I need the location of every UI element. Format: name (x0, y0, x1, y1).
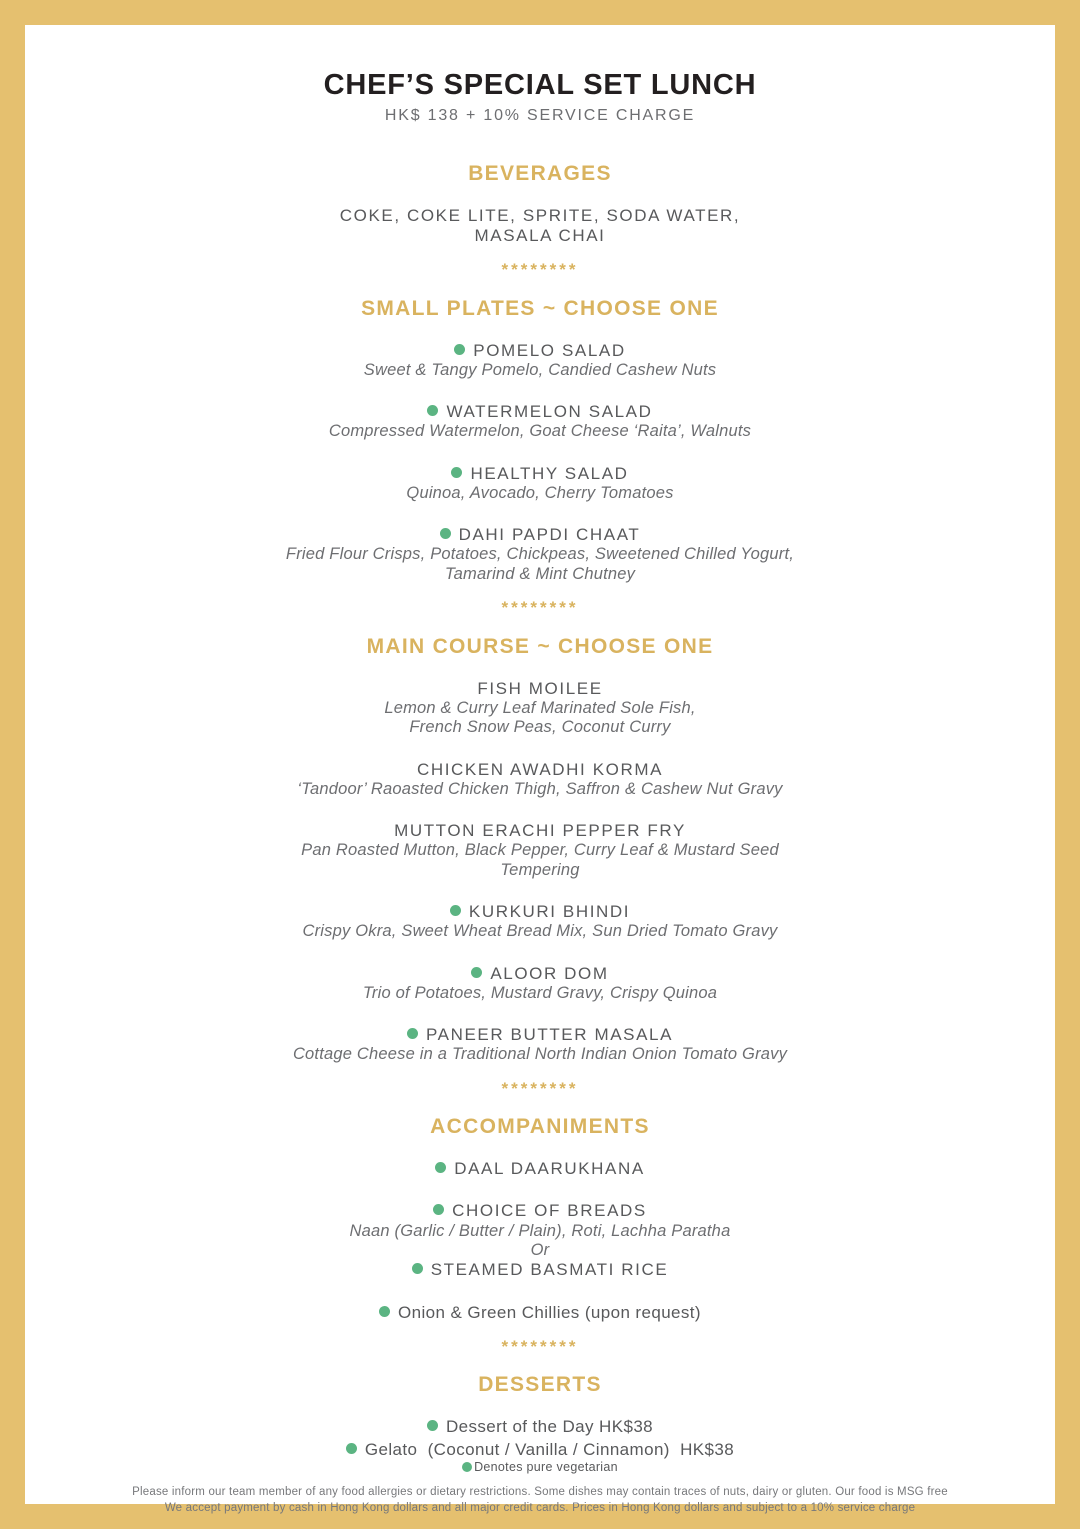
veg-bullet-icon (454, 344, 465, 355)
item-description: Fried Flour Crisps, Potatoes, Chickpeas, Sweetened Chilled Yogurt, (285, 545, 795, 564)
menu-item-mutton-erachi-pepper-fry (301, 821, 779, 880)
item-description: Lemon & Curry Leaf Marinated Sole Fish, (384, 698, 696, 717)
menu-body (25, 25, 1055, 1515)
veg-bullet-icon (440, 528, 451, 539)
menu-item-kurkuri-bhindi (303, 902, 778, 942)
item-description: ‘Tandoor’ Raoasted Chicken Thigh, Saffron & Cashew Nut Gravy (297, 779, 783, 798)
item-name: PANEER BUTTER MASALA (293, 1025, 787, 1045)
item-name: Dessert of the Day HK$38 (427, 1417, 653, 1437)
item-name: FISH MOILEE (477, 678, 603, 698)
item-description: Trio of Potatoes, Mustard Gravy, Crispy Quinoa (362, 983, 718, 1002)
section-divider: ******** (501, 598, 579, 618)
item-description: Tempering (500, 860, 580, 879)
veg-bullet-icon (427, 1420, 438, 1431)
item-description: Cottage Cheese in a Traditional North Indian Onion Tomato Gravy (292, 1045, 788, 1064)
menu-item-daal-daarukhana (435, 1159, 645, 1179)
item-name: Gelato (Coconut / Vanilla / Cinnamon) HK$38 (346, 1440, 734, 1460)
veg-bullet-icon (435, 1162, 446, 1173)
footer-line: We accept payment by cash in Hong Kong dollars and all major credit cards. Prices in Hong Kong dollars and subject to a 10% service charge (164, 1502, 916, 1515)
section-heading-main-course: MAIN COURSE ~ CHOOSE ONE (366, 634, 714, 658)
item-description: Tamarind & Mint Chutney (444, 564, 636, 583)
section-divider: ******** (501, 260, 579, 280)
menu-item-aloor-dom (363, 964, 717, 1004)
menu-item-onion-green-chillies (379, 1303, 701, 1323)
veg-bullet-icon (407, 1028, 418, 1039)
item-description: Crispy Okra, Sweet Wheat Bread Mix, Sun Dried Tomato Gravy (302, 922, 778, 941)
menu-item-paneer-butter-masala (293, 1025, 787, 1065)
item-name: POMELO SALAD (364, 341, 716, 361)
veg-bullet-icon (471, 967, 482, 978)
footer (25, 1460, 1055, 1523)
item-description: Quinoa, Avocado, Cherry Tomatoes (406, 483, 674, 502)
item-name: DAHI PAPDI CHAAT (286, 525, 794, 545)
item-name: DAAL DAARUKHANA (435, 1159, 645, 1179)
veg-bullet-icon (412, 1263, 423, 1274)
beverage-line: COKE, COKE LITE, SPRITE, SODA WATER, (339, 206, 741, 225)
item-description: Sweet & Tangy Pomelo, Candied Cashew Nuts (363, 360, 717, 379)
footer-line: Please inform our team member of any food allergies or dietary restrictions. Some dishes may contain traces of nuts, dairy or gluten. Our food is MSG free (132, 1486, 948, 1499)
section-heading-small-plates: SMALL PLATES ~ CHOOSE ONE (361, 296, 719, 320)
item-name: HEALTHY SALAD (406, 464, 673, 484)
section-heading-beverages: BEVERAGES (468, 162, 612, 185)
footer-fine-print (25, 1484, 1055, 1516)
item-description: Pan Roasted Mutton, Black Pepper, Curry Leaf & Mustard Seed (301, 841, 779, 860)
veg-bullet-icon (462, 1462, 472, 1472)
item-name: CHICKEN AWADHI KORMA (416, 759, 664, 779)
veg-bullet-icon (451, 467, 462, 478)
item-description: Compressed Watermelon, Goat Cheese ‘Raita’, Walnuts (328, 422, 752, 441)
section-divider: ******** (501, 1078, 579, 1098)
menu-item-choice-of-breads (350, 1201, 731, 1280)
beverage-line: MASALA CHAI (474, 226, 606, 246)
page-subtitle: HK$ 138 + 10% SERVICE CHARGE (384, 107, 696, 124)
menu-item-dessert-of-the-day (427, 1417, 653, 1437)
veg-bullet-icon (450, 905, 461, 916)
item-name: CHOICE OF BREADS (350, 1201, 731, 1221)
item-name: MUTTON ERACHI PEPPER FRY (394, 821, 686, 841)
item-name: KURKURI BHINDI (303, 902, 778, 922)
item-description: French Snow Peas, Coconut Curry (409, 718, 671, 737)
item-description: Naan (Garlic / Butter / Plain), Roti, Lachha Paratha (349, 1221, 731, 1240)
menu-item-dahi-papdi-chaat (286, 525, 794, 584)
menu-item-gelato (346, 1440, 734, 1460)
veg-bullet-icon (427, 405, 438, 416)
vegetarian-legend: Denotes pure vegetarian (25, 1460, 1055, 1474)
item-name: ALOOR DOM (363, 964, 717, 984)
item-name: Onion & Green Chillies (upon request) (379, 1303, 701, 1323)
beverages-list (340, 206, 741, 246)
section-heading-accompaniments: ACCOMPANIMENTS (430, 1115, 650, 1139)
menu-item-watermelon-salad (329, 402, 751, 442)
item-name: WATERMELON SALAD (329, 402, 751, 422)
veg-bullet-icon (346, 1443, 357, 1454)
menu-item-chicken-awadhi-korma (297, 760, 782, 800)
veg-bullet-icon (379, 1306, 390, 1317)
menu-item-healthy-salad (406, 464, 673, 504)
or-label: Or (530, 1241, 550, 1259)
page-title: CHEF’S SPECIAL SET LUNCH (323, 69, 757, 101)
menu-item-fish-moilee (384, 679, 695, 738)
menu-item-pomelo-salad (364, 341, 716, 381)
section-heading-desserts: DESSERTS (478, 1373, 602, 1397)
menu-item-steamed-basmati-rice: STEAMED BASMATI RICE (350, 1260, 731, 1280)
section-divider: ******** (501, 1336, 579, 1356)
veg-bullet-icon (433, 1204, 444, 1215)
